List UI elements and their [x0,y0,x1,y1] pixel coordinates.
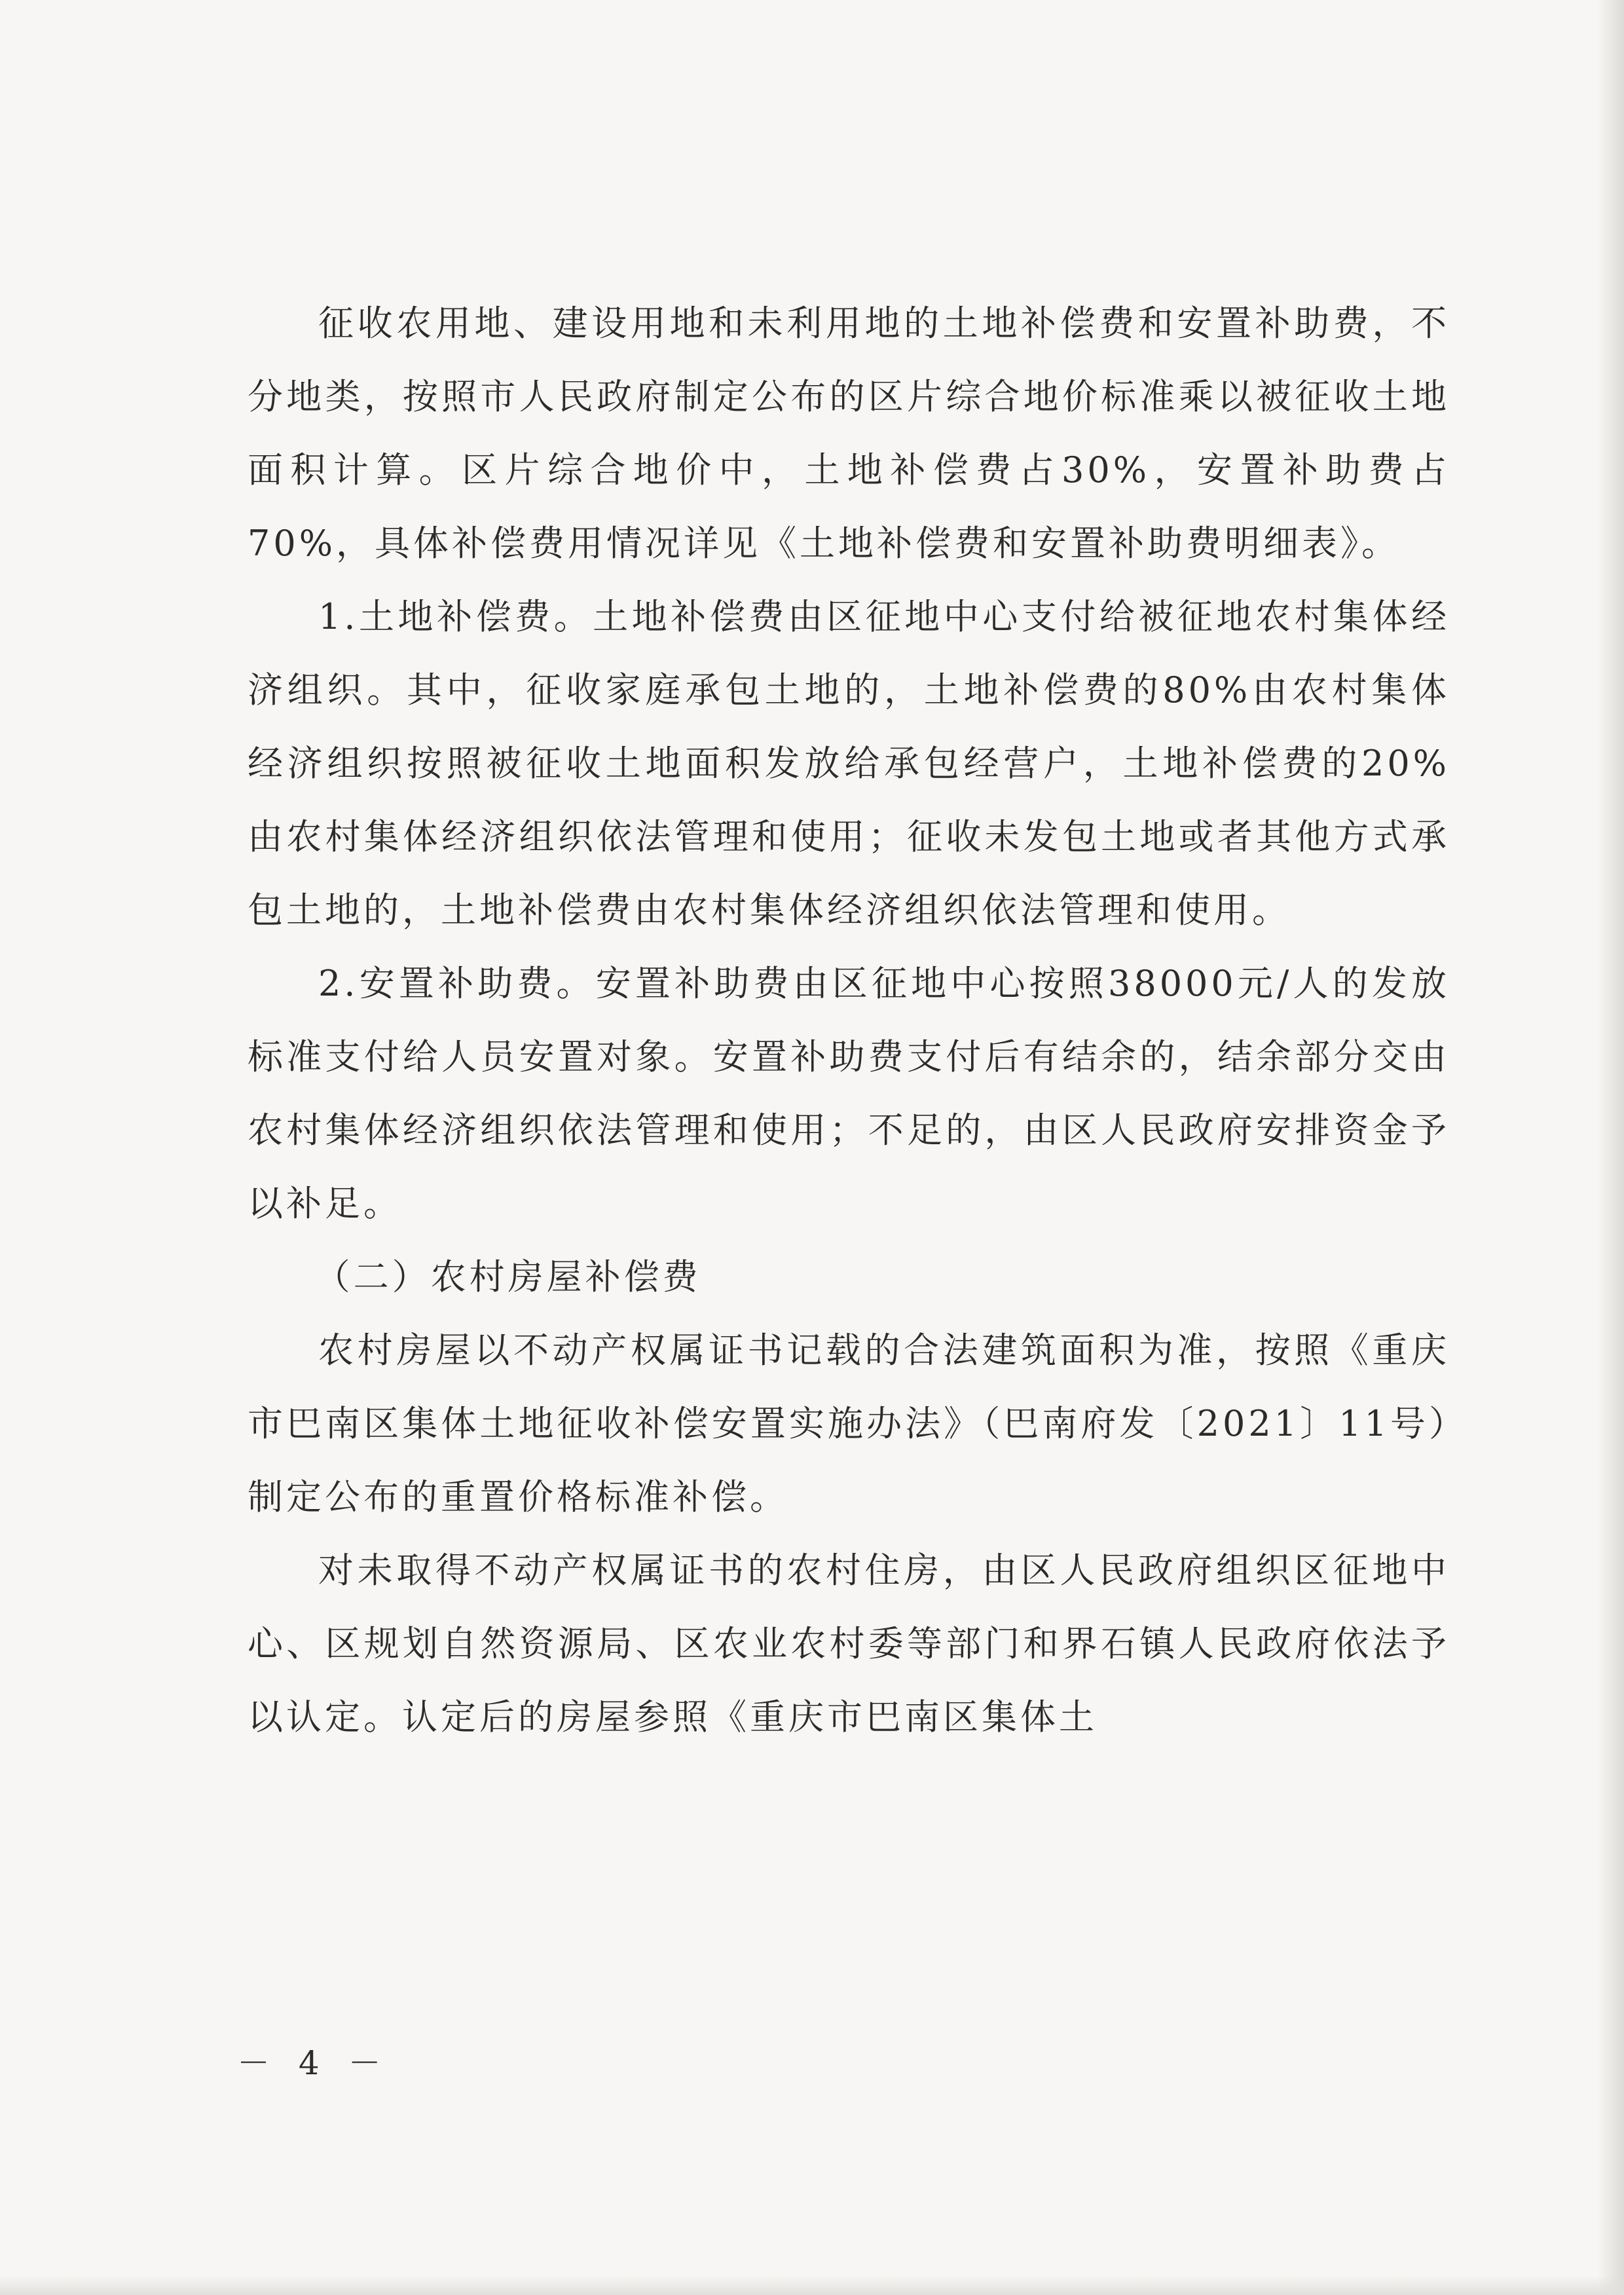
paragraph-uncertified-housing: 对未取得不动产权属证书的农村住房，由区人民政府组织区征地中心、区规划自然资源局、区农业农村委等部门和界石镇人民政府依法予以认定。认定后的房屋参照《重庆市巴南区集体土 [248,1550,1450,1738]
page-number: － 4 － [237,2044,390,2082]
scan-shadow-bottom [0,2275,1624,2295]
paragraph-compensation-overview: 征收农用地、建设用地和未利用地的土地补偿费和安置补助费，不分地类，按照市人民政府制定公布的区片综合地价标准乘以被征收土地面积计算。区片综合地价中，土地补偿费占30%，安置补助费占70%，具体补偿费用情况详见《土地补偿费和安置补助费明细表》。 [248,303,1450,564]
section-heading-rural-housing: （二）农村房屋补偿费 [314,1256,701,1297]
paragraph-land-compensation: 1.土地补偿费。土地补偿费由区征地中心支付给被征地农村集体经济组织。其中，征收家庭承包土地的，土地补偿费的80%由农村集体经济组织按照被征收土地面积发放给承包经营户，土地补偿费的20%由农村集体经济组织依法管理和使用；征收未发包土地或者其他方式承包土地的，土地补偿费由农村集体经济组织依法管理和使用。 [248,596,1450,931]
body-text [248,287,1450,1754]
paragraph-rural-housing-standard: 农村房屋以不动产权属证书记载的合法建筑面积为准，按照《重庆市巴南区集体土地征收补偿安置实施办法》（巴南府发〔2021〕11号）制定公布的重置价格标准补偿。 [248,1330,1450,1518]
scan-shadow-right [1598,0,1624,2295]
paragraph-resettlement-subsidy: 2.安置补助费。安置补助费由区征地中心按照38000元/人的发放标准支付给人员安置对象。安置补助费支付后有结余的，结余部分交由农村集体经济组织依法管理和使用；不足的，由区人民政府安排资金予以补足。 [248,963,1450,1224]
